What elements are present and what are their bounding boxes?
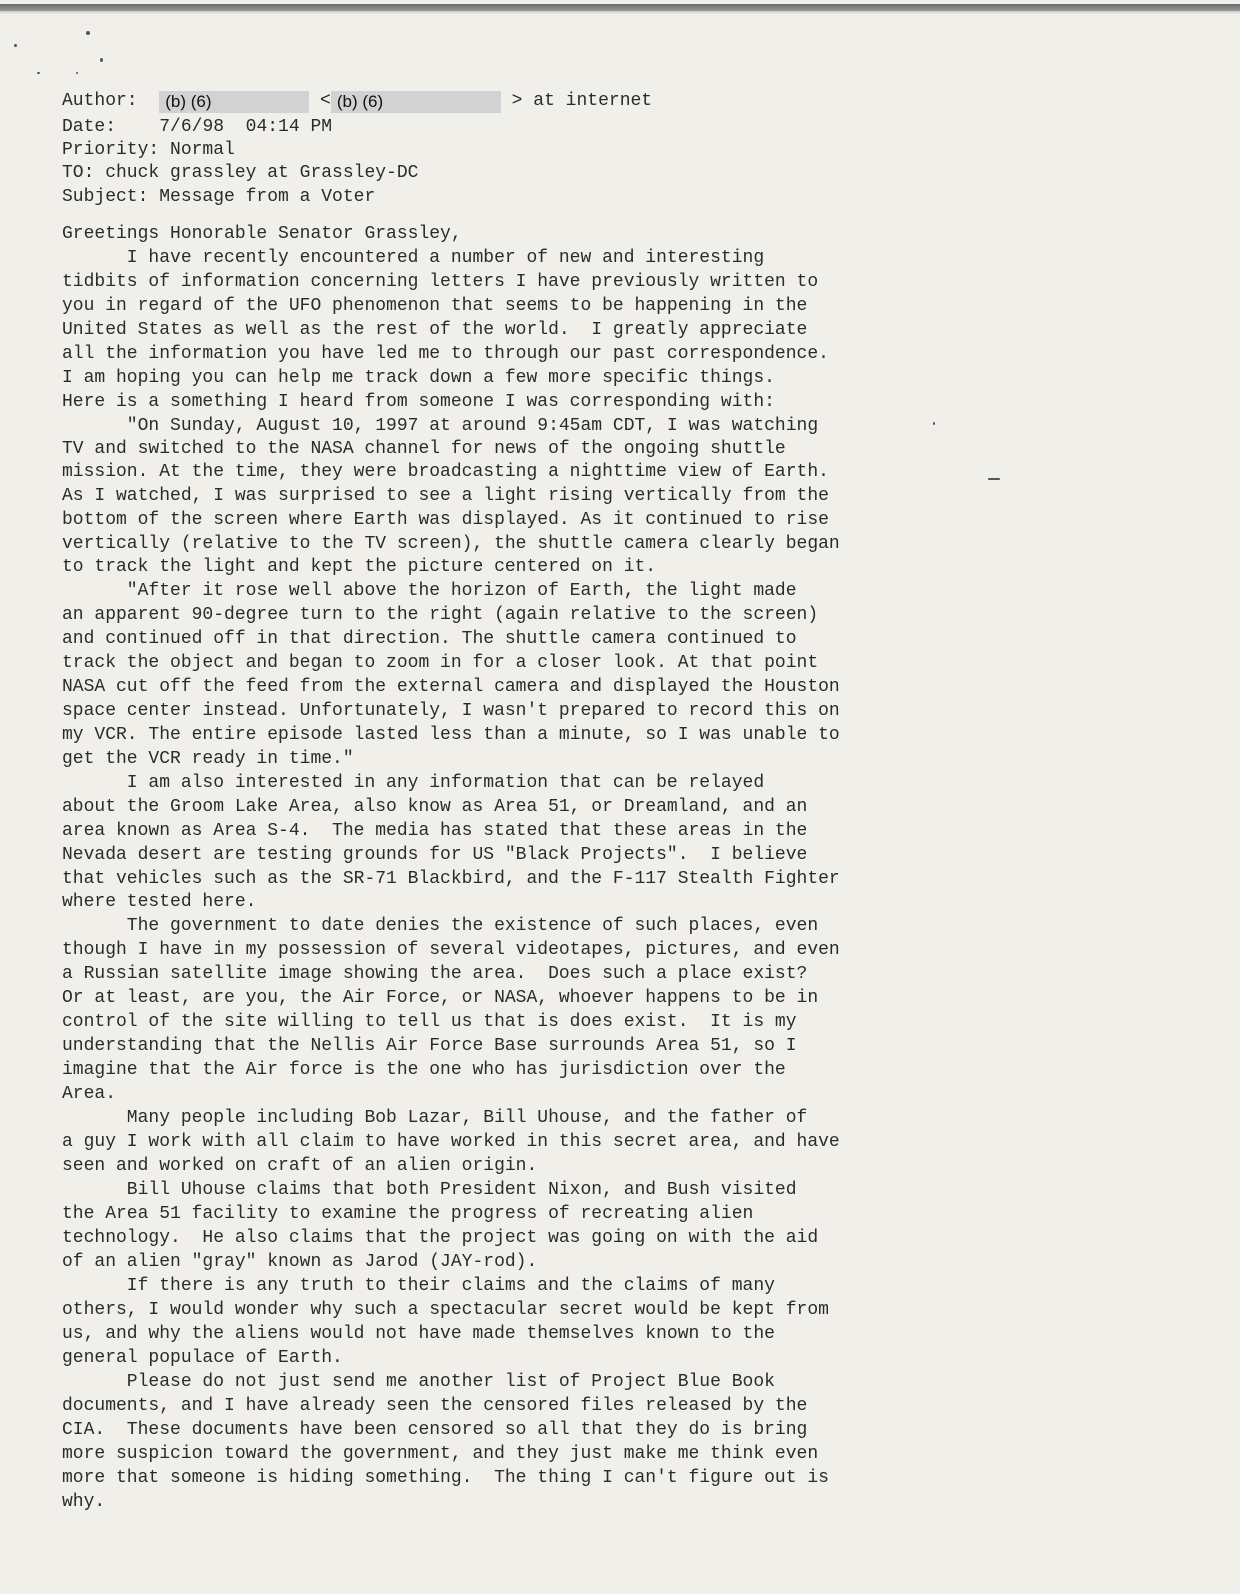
date-value: 7/6/98 04:14 PM: [159, 117, 333, 137]
text-line: technology. He also claims that the project was going on with the aid: [62, 1228, 819, 1248]
text-line: documents, and I have already seen the censored files released by the: [62, 1396, 808, 1416]
text-line: The government to date denies the existence of such places, even: [62, 916, 819, 936]
text-line: my VCR. The entire episode lasted less than a minute, so I was unable to: [62, 725, 840, 745]
text-line: track the object and began to zoom in for a closer look. At that point: [62, 653, 819, 673]
text-line: TV and switched to the NASA channel for news of the ongoing shuttle: [62, 439, 786, 459]
author-label: Author:: [62, 91, 138, 111]
text-line: Area.: [62, 1084, 117, 1104]
text-line: where tested here.: [62, 892, 257, 912]
text-line: understanding that the Nellis Air Force Base surrounds Area 51, so I: [62, 1036, 797, 1056]
text-line: imagine that the Air force is the one who has jurisdiction over the: [62, 1060, 786, 1080]
text-line: that vehicles such as the SR-71 Blackbird, and the F-117 Stealth Fighter: [62, 869, 840, 889]
subject-line: Subject: Message from a Voter: [62, 187, 376, 207]
text-line: Or at least, are you, the Air Force, or NASA, whoever happens to be in: [62, 988, 819, 1008]
text-line: the Area 51 facility to examine the progress of recreating alien: [62, 1204, 754, 1224]
date-label: Date:: [62, 117, 117, 137]
text-line: space center instead. Unfortunately, I wasn't prepared to record this on: [62, 701, 840, 721]
redaction-box: (b) (6): [331, 91, 501, 113]
text-line: CIA. These documents have been censored so all that they do is bring: [62, 1420, 808, 1440]
text-line: control of the site willing to tell us that is does exist. It is my: [62, 1012, 797, 1032]
text-line: of an alien "gray" known as Jarod (JAY-rod).: [62, 1252, 538, 1272]
text-line: to track the light and kept the picture centered on it.: [62, 557, 657, 577]
text-line: all the information you have led me to through our past correspondence.: [62, 344, 829, 364]
text-line: tidbits of information concerning letters I have previously written to: [62, 272, 819, 292]
text-line: a guy I work with all claim to have worked in this secret area, and have: [62, 1132, 840, 1152]
redaction-box: (b) (6): [159, 91, 309, 113]
text-line: others, I would wonder why such a spectacular secret would be kept from: [62, 1300, 829, 1320]
text-line: mission. At the time, they were broadcasting a nighttime view of Earth.: [62, 462, 829, 482]
text-line: I am hoping you can help me track down a few more specific things.: [62, 368, 775, 388]
text-line: I have recently encountered a number of new and interesting: [62, 248, 765, 268]
text-line: area known as Area S-4. The media has stated that these areas in the: [62, 821, 808, 841]
text-line: Greetings Honorable Senator Grassley,: [62, 224, 462, 244]
text-line: seen and worked on craft of an alien origin.: [62, 1156, 538, 1176]
to-line: TO: chuck grassley at Grassley-DC: [62, 163, 419, 183]
text-line: Here is a something I heard from someone I was corresponding with:: [62, 392, 775, 412]
text-line: "On Sunday, August 10, 1997 at around 9:45am CDT, I was watching: [62, 416, 819, 436]
text-line: NASA cut off the feed from the external camera and displayed the Houston: [62, 677, 840, 697]
text-line: Please do not just send me another list of Project Blue Book: [62, 1372, 775, 1392]
text-line: about the Groom Lake Area, also know as Area 51, or Dreamland, and an: [62, 797, 808, 817]
text-line: Many people including Bob Lazar, Bill Uhouse, and the father of: [62, 1108, 808, 1128]
text-line: you in regard of the UFO phenomenon that seems to be happening in the: [62, 296, 808, 316]
author-bracket: <: [320, 91, 331, 111]
text-line: an apparent 90-degree turn to the right (again relative to the screen): [62, 605, 819, 625]
text-line: bottom of the screen where Earth was displayed. As it continued to rise: [62, 510, 829, 530]
text-line: "After it rose well above the horizon of Earth, the light made: [62, 581, 797, 601]
text-line: Nevada desert are testing grounds for US "Black Projects". I believe: [62, 845, 808, 865]
text-line: us, and why the aliens would not have made themselves known to the: [62, 1324, 775, 1344]
text-line: more suspicion toward the government, and they just make me think even: [62, 1444, 819, 1464]
text-line: why.: [62, 1492, 106, 1512]
priority-line: Priority: Normal: [62, 140, 235, 160]
text-line: If there is any truth to their claims and the claims of many: [62, 1276, 775, 1296]
text-line: United States as well as the rest of the world. I greatly appreciate: [62, 320, 808, 340]
text-line: As I watched, I was surprised to see a light rising vertically from the: [62, 486, 829, 506]
text-line: Bill Uhouse claims that both President Nixon, and Bush visited: [62, 1180, 797, 1200]
text-line: a Russian satellite image showing the area. Does such a place exist?: [62, 964, 808, 984]
text-line: though I have in my possession of several videotapes, pictures, and even: [62, 940, 840, 960]
text-line: general populace of Earth.: [62, 1348, 343, 1368]
text-line: get the VCR ready in time.": [62, 749, 354, 769]
text-line: vertically (relative to the TV screen), the shuttle camera clearly began: [62, 534, 840, 554]
text-line: and continued off in that direction. The shuttle camera continued to: [62, 629, 797, 649]
text-line: more that someone is hiding something. The thing I can't figure out is: [62, 1468, 829, 1488]
text-line: I am also interested in any information that can be relayed: [62, 773, 765, 793]
author-suffix: > at internet: [511, 91, 653, 111]
